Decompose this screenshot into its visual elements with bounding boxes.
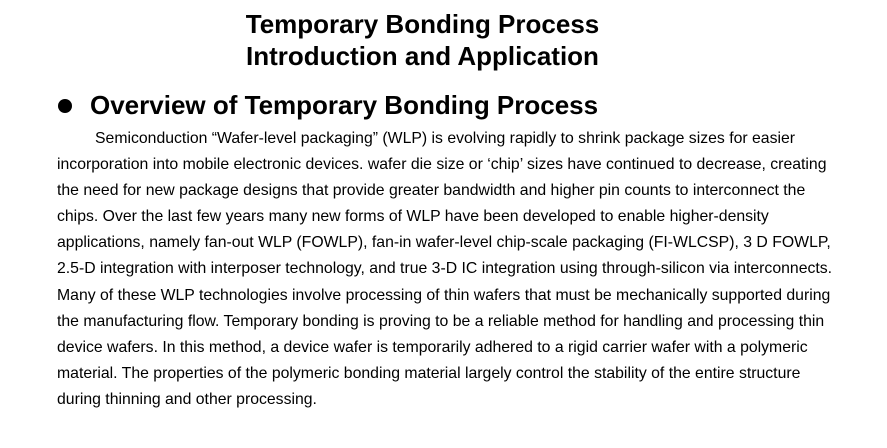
section-heading bbox=[58, 88, 598, 122]
document-title bbox=[0, 8, 845, 72]
title-line-1: Temporary Bonding Process bbox=[245, 9, 600, 39]
section-heading-text: Overview of Temporary Bonding Process bbox=[90, 89, 599, 120]
title-line-2: Introduction and Application bbox=[246, 41, 599, 71]
bullet-icon bbox=[58, 99, 72, 113]
body-paragraph: Semiconduction “Wafer-level packaging” (WLP) is evolving rapidly to shrink package sizes for easier incorporation into mobile electronic devices. wafer die size or ‘chip’ sizes have continued to decrease, creating the need for new package designs that provide greater bandwidth and higher pin counts to interconnect the chips. Over the last few years many new forms of WLP have been developed to enable higher-density applications, namely fan-out WLP (FOWLP), fan-in wafer-level chip-scale packaging (FI-WLCSP), 3 D FOWLP, 2.5-D integration with interposer technology, and true 3-D IC integration using through-silicon via interconnects. Many of these WLP technologies involve processing of thin wafers that must be mechanically supported during the manufacturing flow. Temporary bonding is proving to be a reliable method for handling and processing thin device wafers. In this method, a device wafer is temporarily adhered to a rigid carrier wafer with a polymeric material. The properties of the polymeric bonding material largely control the stability of the entire structure during thinning and other processing. bbox=[57, 130, 833, 408]
